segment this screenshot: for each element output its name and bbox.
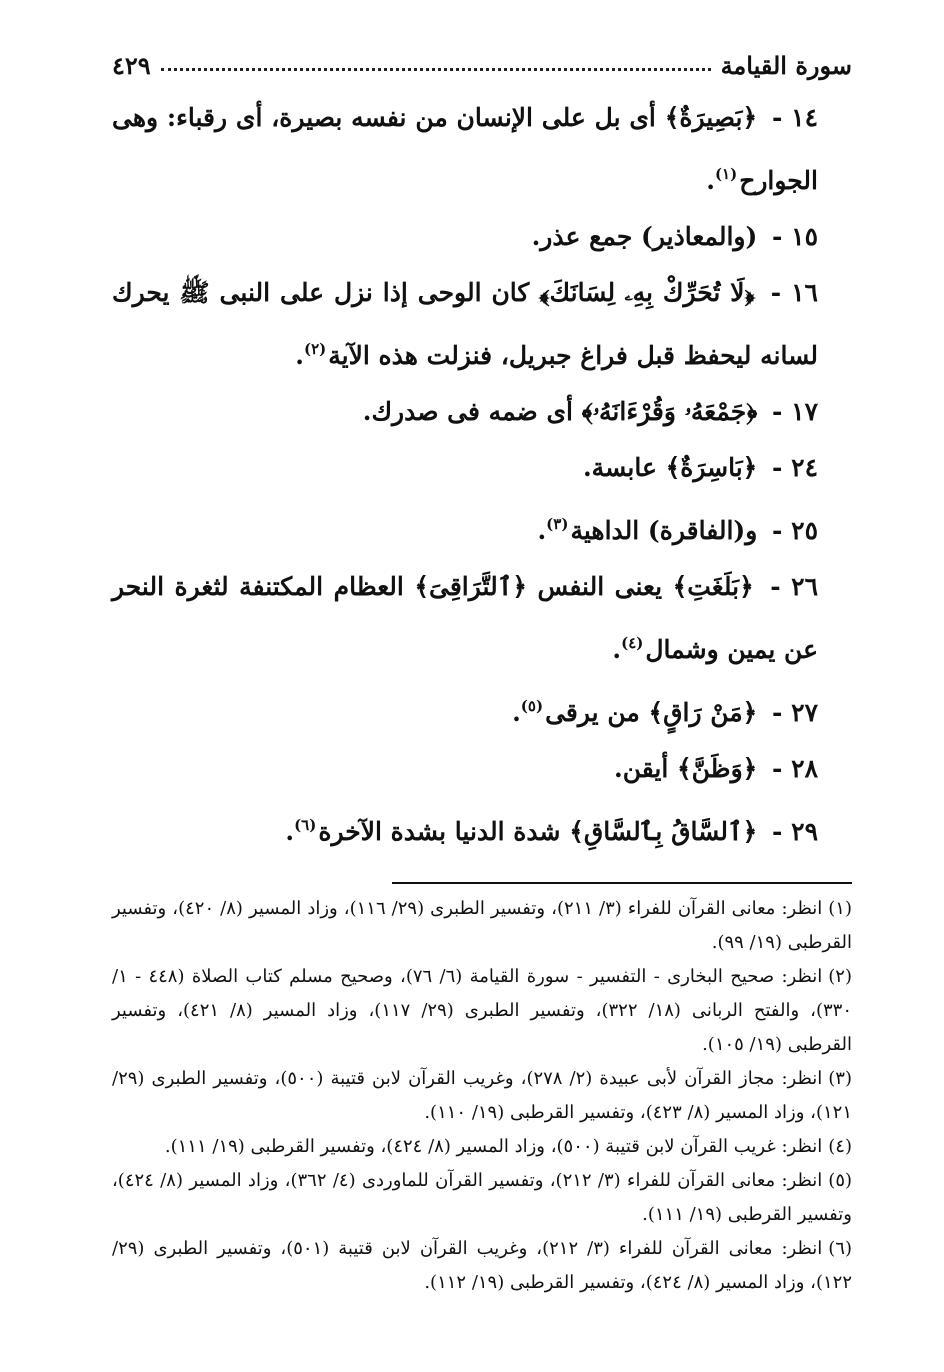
quran-quote: ٱلسَّاقُ بِٱلسَّاقِ (583, 817, 743, 846)
footnote-3 (112, 1062, 852, 1130)
entry-text: أى بل على الإنسان من نفسه بصيرة، أى رقباء: وهى الجوارح (112, 103, 818, 195)
surah-title: سورة القيامة (720, 51, 852, 80)
quran-quote: جَمْعَهُۥ وَقُرْءَانَهُۥ (592, 397, 747, 426)
footnote-number: (٢) (828, 966, 852, 987)
verse-number: ٢٧ - (772, 698, 818, 727)
entry-14: ١٤ - ﴿بَصِيرَةٌ﴾ أى بل على الإنسان من نفسه بصيرة، أى رقباء: وهى الجوارح$^{(١)}$. (112, 103, 818, 195)
entry-24 (112, 440, 852, 496)
ornate-bracket-open: ﴿ (739, 572, 754, 601)
footnote-text: انظر: معانى القرآن للفراء (٣/ ٢١٢)، وغريب القرآن لابن قتيبة (٥٠١)، وتفسير الطبرى (٢٩/ ١٢٢)، وزاد المسير (٨/ ٤٢٤)، وتفسير القرطبى (١٩/ ١١٢). (112, 1238, 852, 1293)
footnote-text: انظر: صحيح البخارى - التفسير - سورة القيامة (٦/ ٧٦)، وصحيح مسلم كتاب الصلاة (٤٤٨ - ١/ ٣٣٠)، والفتح الربانى (١٨/ ٣٢٢)، وتفسير الطبرى (٢٩/ ١١٧)، وزاد المسير (٨/ ٤٢١)، وتفسير القرطبى (١٩/ ١٠٥). (112, 966, 853, 1055)
footnote-number: (٥) (828, 1170, 853, 1191)
entry-text: العظام المكتنفة لثغرة النحر عن يمين وشمال (112, 572, 818, 664)
footnote-separator (392, 882, 852, 884)
ornate-bracket-close: ﴾ (672, 572, 688, 601)
quran-quote: بَصِيرَةٌ (679, 103, 743, 132)
entry-17 (112, 384, 852, 440)
footnote-2 (112, 960, 852, 1062)
verse-number: ٢٨ - (772, 754, 818, 783)
entry-text: أى ضمه فى صدرك. (362, 397, 573, 426)
footnote-number: (٤) (828, 1136, 852, 1157)
footnote-text: انظر: معانى القرآن للفراء (٣/ ٢١٢)، وتفسير القرآن للماوردى (٤/ ٣٦٢)، وزاد المسير (٨/ ٤٢٤)، وتفسير القرطبى (١٩/ ١١١). (112, 1170, 852, 1225)
footnote-ref: (٣) (546, 515, 569, 533)
ornate-bracket-close: ﴾ (569, 817, 584, 846)
ornate-bracket-close: ﴾ (665, 453, 681, 482)
entry-text: من يرقى (545, 698, 640, 727)
footnote-1 (112, 892, 852, 960)
footnote-4 (112, 1130, 852, 1164)
ornate-bracket-open: ﴿ (512, 572, 528, 601)
verse-number: ١٥ - (772, 222, 818, 251)
footnote-ref: (١) (714, 165, 738, 183)
verse-number: ١٦ - (770, 278, 818, 307)
ornate-bracket-close: ﴾ (414, 572, 430, 601)
entry-text: شدة الدنيا بشدة الآخرة (318, 817, 561, 846)
ornate-bracket-close: ﴾ (677, 754, 692, 783)
ornate-bracket-open: ﴿ (742, 817, 758, 846)
entry-text: و(الفاقرة) الداهية (570, 516, 758, 545)
verse-number: ٢٩ - (772, 817, 818, 846)
footnote-number: (٣) (828, 1068, 852, 1089)
ornate-bracket-open: ﴿ (742, 698, 758, 727)
entry-25: ٢٥ - و(الفاقرة) الداهية$^{(٣)}$. (537, 515, 818, 545)
commentary-entries (112, 90, 852, 860)
header-dotted-leader (161, 68, 711, 71)
entry-text: يعنى النفس (537, 572, 663, 601)
footnote-ref: (٤) (621, 634, 644, 652)
quran-quote: ٱلتَّرَاقِىَ (429, 572, 513, 601)
quran-quote: بَاسِرَةٌ (680, 453, 743, 482)
footnote-ref: (٦) (294, 816, 317, 834)
entry-16: ١٦ - ﴿لَا تُحَرِّكْ بِهِۦ لِسَانَكَ﴾ كان الوحى إذا نزل على النبى ﷺ يحرك لسانه ليحفظ قبل فراغ جبريل، فنزلت هذه الآية$^{(٢)}$. (112, 278, 818, 370)
footnote-number: (١) (828, 898, 852, 919)
page (112, 36, 852, 1300)
entry-29: ٢٩ - ﴿ٱلسَّاقُ بِٱلسَّاقِ﴾ شدة الدنيا بشدة الآخرة$^{(٦)}$. (285, 816, 818, 846)
footnote-5 (112, 1164, 852, 1232)
ornate-bracket-open: ﴿ (744, 278, 755, 307)
page-header (112, 36, 852, 80)
ornate-bracket-close: ﴾ (648, 698, 664, 727)
verse-number: ٢٦ - (770, 572, 818, 601)
footnote-number: (٦) (828, 1238, 852, 1259)
entry-15 (112, 209, 852, 265)
ornate-bracket-open: ﴿ (742, 754, 758, 783)
ornate-bracket-open: ﴿ (742, 453, 758, 482)
entry-28 (112, 741, 852, 797)
entry-27: ٢٧ - ﴿مَنْ رَاقٍ﴾ من يرقى$^{(٥)}$. (512, 697, 818, 727)
ornate-bracket-open: ﴿ (742, 103, 758, 132)
footnote-text: انظر: غريب القرآن لابن قتيبة (٥٠٠)، وزاد المسير (٨/ ٤٢٤)، وتفسير القرطبى (١٩/ ١١١). (164, 1136, 823, 1157)
quran-quote: وَظَنَّ (691, 754, 743, 783)
entry-text: أيقن. (613, 754, 669, 783)
footnote-text: انظر: معانى القرآن للفراء (٣/ ٢١١)، وتفسير الطبرى (٢٩/ ١١٦)، وزاد المسير (٨/ ٤٢٠)، وتفسير القرطبى (١٩/ ٩٩). (112, 898, 852, 953)
quran-quote: بَلَغَتِ (687, 572, 740, 601)
quran-quote: مَنْ رَاقٍ (663, 698, 743, 727)
verse-number: ١٧ - (772, 397, 818, 426)
footnote-text: انظر: مجاز القرآن لأبى عبيدة (٢/ ٢٧٨)، وغريب القرآن لابن قتيبة (٥٠٠)، وتفسير الطبرى (٢٩/ ١٢١)، وزاد المسير (٨/ ٤٢٣)، وتفسير القرطبى (١٩/ ١١٠). (112, 1068, 852, 1123)
ornate-bracket-open: ﴿ (746, 397, 758, 426)
ornate-bracket-close: ﴾ (664, 103, 680, 132)
footnotes (112, 892, 852, 1300)
entry-text: (والمعاذير) جمع عذر. (531, 222, 758, 251)
verse-number: ٢٥ - (772, 516, 818, 545)
entry-text: كان الوحى إذا نزل على النبى ﷺ يحرك لسانه ليحفظ قبل فراغ جبريل، فنزلت هذه الآية (112, 278, 818, 370)
verse-number: ١٤ - (771, 103, 818, 132)
ornate-bracket-close: ﴾ (539, 278, 550, 307)
quran-quote: لَا تُحَرِّكْ بِهِۦ لِسَانَكَ (549, 278, 745, 307)
ornate-bracket-close: ﴾ (581, 397, 593, 426)
footnote-ref: (٢) (304, 340, 327, 358)
footnote-ref: (٥) (520, 697, 544, 715)
entry-26: ٢٦ - ﴿بَلَغَتِ﴾ يعنى النفس ﴿ٱلتَّرَاقِىَ﴾ العظام المكتنفة لثغرة النحر عن يمين وشمال$^{(٤)}$. (112, 572, 818, 664)
page-number: ٤٢٩ (112, 51, 151, 80)
verse-number: ٢٤ - (772, 453, 818, 482)
entry-text: عابسة. (582, 453, 657, 482)
footnote-6 (112, 1232, 852, 1300)
